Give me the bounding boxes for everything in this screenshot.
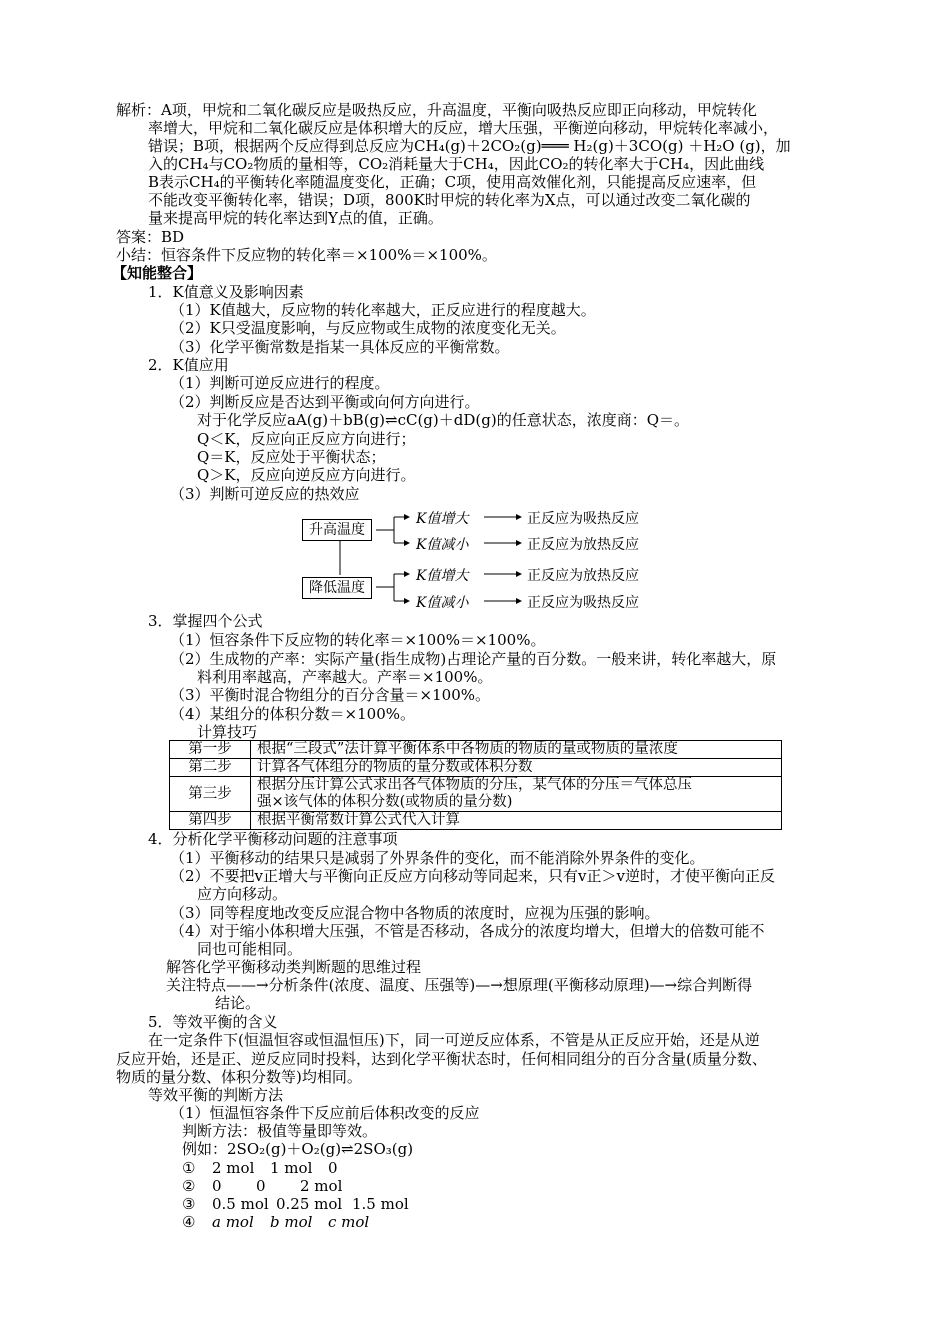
s3-item: （2）生成物的产率：实际产量(指生成物)占理论产量的百分数。一般来讲，转化率越大，原 xyxy=(170,650,777,668)
step-desc xyxy=(251,777,782,812)
raise-temp-box: 升高温度 xyxy=(302,519,372,541)
s2-item: （3）判断可逆反应的热效应 xyxy=(170,485,360,503)
k-up-label: K值增大 xyxy=(416,568,469,584)
s2-item: （2）判断反应是否达到平衡或向何方向进行。 xyxy=(170,393,480,411)
s5-method-title: 等效平衡的判断方法 xyxy=(148,1086,284,1104)
k-up-label: K值增大 xyxy=(416,511,469,527)
step-label: 第一步 xyxy=(170,741,251,759)
s3-item: 料利用率越高，产率越大。产率＝×100%。 xyxy=(197,668,493,686)
analysis-line: B表示CH₄的平衡转化率随温度变化，正确；C项，使用高效催化剂，只能提高反应速率，但 xyxy=(148,173,757,191)
s3-title: 3．掌握四个公式 xyxy=(148,612,263,630)
arrow-head xyxy=(404,598,410,604)
arrow-head xyxy=(516,571,522,577)
section-title: 【知能整合】 xyxy=(112,264,203,282)
s2-item: （1）判断可逆反应进行的程度。 xyxy=(170,374,390,392)
s2-item: Q＝K，反应处于平衡状态； xyxy=(197,448,386,466)
s4-item: （4）对于缩小体积增大压强，不管是否移动，各成分的浓度均增大，但增大的倍数可能不 xyxy=(170,922,765,940)
analysis-line: 率增大，甲烷和二氧化碳反应是体积增大的反应，增大压强，平衡逆向移动，甲烷转化率减小， xyxy=(148,119,779,137)
step-label: 第二步 xyxy=(170,759,251,777)
analysis-line: 不能改变平衡转化率，错误；D项，800K时甲烷的转化率为X点，可以通过改变二氧化碳的 xyxy=(148,191,751,209)
calc-steps-table xyxy=(169,740,782,830)
endothermic-label: 正反应为吸热反应 xyxy=(527,511,639,527)
s1-title: 1．K值意义及影响因素 xyxy=(148,283,304,301)
example-row: ③ 0.5 mol 0.25 mol 1.5 mol xyxy=(182,1195,409,1213)
exothermic-label: 正反应为放热反应 xyxy=(527,537,639,553)
example-row: ① 2 mol 1 mol 0 xyxy=(182,1159,338,1177)
s5-para: 反应开始，还是正、逆反应同时投料，达到化学平衡状态时，任何相同组分的百分含量(质量分数、 xyxy=(116,1050,767,1068)
arrow-head xyxy=(516,540,522,546)
s2-title: 2．K值应用 xyxy=(148,356,229,374)
s4-item: 应方向移动。 xyxy=(197,885,288,903)
step-desc: 根据平衡常数计算公式代入计算 xyxy=(251,812,782,830)
s4-item: （2）不要把v正增大与平衡向正反应方向移动等同起来，只有v正＞v逆时，才使平衡向正反 xyxy=(170,867,775,885)
s5-sub1: （1）恒温恒容条件下反应前后体积改变的反应 xyxy=(170,1104,480,1122)
k-down-label: K值减小 xyxy=(416,595,469,611)
s4-thinking-title: 解答化学平衡移动类判断题的思维过程 xyxy=(166,958,422,976)
s5-para: 在一定条件下(恒温恒容或恒温恒压)下，同一可逆反应体系，不管是从正反应开始，还是从逆 xyxy=(148,1031,760,1049)
summary: 小结：恒容条件下反应物的转化率＝×100%＝×100%。 xyxy=(116,246,497,264)
lower-temp-box: 降低温度 xyxy=(302,577,372,599)
s5-title: 5．等效平衡的含义 xyxy=(148,1013,278,1031)
s4-item: 同也可能相同。 xyxy=(197,940,303,958)
table-row xyxy=(170,741,782,759)
k-down-label: K值减小 xyxy=(416,537,469,553)
s2-item: Q＜K，反应向正反应方向进行； xyxy=(197,430,416,448)
analysis-line: 错误；B项，根据两个反应得到总反应为CH₄(g)＋2CO₂(g)═══ H₂(g)＋3CO(g) ＋H₂O (g)，加 xyxy=(148,137,791,155)
s4-thinking-flow: 关注特点——→分析条件(浓度、温度、压强等)—→想原理(平衡移动原理)—→综合判断得 xyxy=(166,976,753,994)
step-desc-line: 根据分压计算公式求出各气体物质的分压，某气体的分压＝气体总压 xyxy=(257,777,692,793)
step-label: 第四步 xyxy=(170,812,251,830)
arrow-head xyxy=(404,514,410,520)
analysis-line: 入的CH₄与CO₂物质的量相等，CO₂消耗量大于CH₄，因此CO₂的转化率大于CH₄，因此曲线 xyxy=(148,155,765,173)
s4-item: （1）平衡移动的结果只是减弱了外界条件的变化，而不能消除外界条件的变化。 xyxy=(170,849,705,867)
s4-thinking-flow: 结论。 xyxy=(215,994,261,1012)
step-desc: 计算各气体组分的物质的量分数或体积分数 xyxy=(251,759,782,777)
endothermic-label: 正反应为吸热反应 xyxy=(527,595,639,611)
arrow-head xyxy=(404,540,410,546)
calc-tips-title: 计算技巧 xyxy=(197,723,258,741)
exothermic-label: 正反应为放热反应 xyxy=(527,568,639,584)
table-row xyxy=(170,777,782,812)
arrow-head xyxy=(404,571,410,577)
step-desc-line: 强×该气体的体积分数(或物质的量分数) xyxy=(257,794,513,810)
step-desc: 根据“三段式”法计算平衡体系中各物质的物质的量或物质的量浓度 xyxy=(251,741,782,759)
s3-item: （4）某组分的体积分数＝×100%。 xyxy=(170,705,415,723)
s1-item: （3）化学平衡常数是指某一具体反应的平衡常数。 xyxy=(170,338,510,356)
s1-item: （2）K只受温度影响，与反应物或生成物的浓度变化无关。 xyxy=(170,319,566,337)
arrow-head xyxy=(516,514,522,520)
s5-judge: 判断方法：极值等量即等效。 xyxy=(182,1122,378,1140)
analysis-line: 量来提高甲烷的转化率达到Y点的值，正确。 xyxy=(148,209,443,227)
s3-item: （3）平衡时混合物组分的百分含量＝×100%。 xyxy=(170,686,490,704)
table-row xyxy=(170,812,782,830)
example-row: ② 0 0 2 mol xyxy=(182,1177,343,1195)
s5-example: 例如：2SO₂(g)＋O₂(g)⇌2SO₃(g) xyxy=(182,1140,414,1158)
s3-item: （1）恒容条件下反应物的转化率＝×100%＝×100%。 xyxy=(170,631,546,649)
s2-item: 对于化学反应aA(g)＋bB(g)⇌cC(g)＋dD(g)的任意状态，浓度商：Q＝。 xyxy=(197,411,689,429)
s2-item: Q＞K，反应向逆反应方向进行。 xyxy=(197,466,416,484)
answer: 答案：BD xyxy=(116,228,185,246)
s5-para: 物质的量分数、体积分数等)均相同。 xyxy=(116,1068,362,1086)
arrow-head xyxy=(516,598,522,604)
s1-item: （1）K值越大，反应物的转化率越大，正反应进行的程度越大。 xyxy=(170,301,596,319)
s4-item: （3）同等程度地改变反应混合物中各物质的浓度时，应视为压强的影响。 xyxy=(170,904,660,922)
analysis-label: 解析：A项，甲烷和二氧化碳反应是吸热反应，升高温度，平衡向吸热反应即正向移动，甲烷转化 xyxy=(116,101,757,119)
step-label: 第三步 xyxy=(170,777,251,812)
s4-title: 4．分析化学平衡移动问题的注意事项 xyxy=(148,830,398,848)
example-row: ④ a mol b mol c mol xyxy=(182,1213,370,1231)
table-row xyxy=(170,759,782,777)
